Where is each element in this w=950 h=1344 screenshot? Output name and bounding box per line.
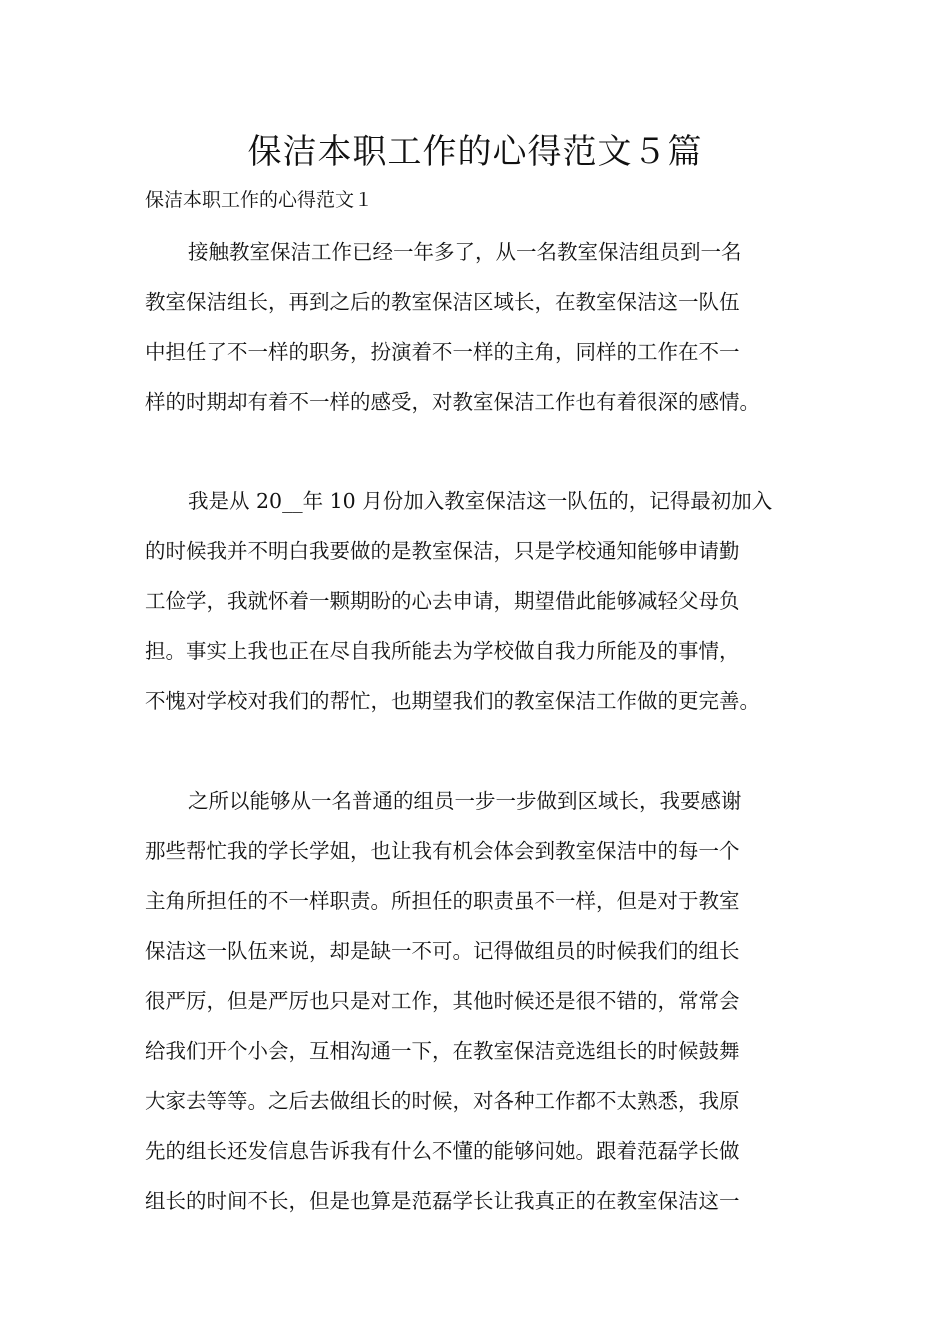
paragraph-line: 接触教室保洁工作已经一年多了，从一名教室保洁组员到一名 [188, 240, 742, 264]
paragraph-2 [145, 476, 815, 726]
paragraph-line: 样的时期却有着不一样的感受，对教室保洁工作也有着很深的感情。 [145, 390, 760, 414]
paragraph-1 [145, 227, 815, 427]
paragraph-line: 主角所担任的不一样职责。所担任的职责虽不一样，但是对于教室 [145, 889, 740, 913]
paragraph-line: 那些帮忙我的学长学姐，也让我有机会体会到教室保洁中的每一个 [145, 839, 740, 863]
paragraph-line: 担。事实上我也正在尽自我所能去为学校做自我力所能及的事情， [145, 639, 740, 663]
paragraph-line: 中担任了不一样的职务，扮演着不一样的主角，同样的工作在不一 [145, 340, 740, 364]
paragraph-line: 很严厉，但是严厉也只是对工作，其他时候还是很不错的，常常会 [145, 989, 740, 1013]
paragraph-line: 我是从 20__年 10 月份加入教室保洁这一队伍的，记得最初加入 [188, 489, 773, 513]
paragraph-line: 的时候我并不明白我要做的是教室保洁，只是学校通知能够申请勤 [145, 539, 740, 563]
paragraph-3 [145, 776, 815, 1226]
document-title: 保洁本职工作的心得范文５篇 [247, 132, 703, 172]
paragraph-line: 大家去等等。之后去做组长的时候，对各种工作都不太熟悉，我原 [145, 1089, 740, 1113]
paragraph-line: 工俭学，我就怀着一颗期盼的心去申请，期望借此能够减轻父母负 [145, 589, 740, 613]
paragraph-line: 保洁这一队伍来说，却是缺一不可。记得做组员的时候我们的组长 [145, 939, 740, 963]
paragraph-line: 之所以能够从一名普通的组员一步一步做到区域长，我要感谢 [188, 789, 742, 813]
paragraph-line: 给我们开个小会，互相沟通一下，在教室保洁竞选组长的时候鼓舞 [145, 1039, 740, 1063]
paragraph-line: 组长的时间不长，但是也算是范磊学长让我真正的在教室保洁这一 [145, 1189, 740, 1213]
paragraph-line: 先的组长还发信息告诉我有什么不懂的能够问她。跟着范磊学长做 [145, 1139, 740, 1163]
section-heading: 保洁本职工作的心得范文１ [145, 189, 374, 211]
paragraph-line: 教室保洁组长，再到之后的教室保洁区域长，在教室保洁这一队伍 [145, 290, 740, 314]
paragraph-line: 不愧对学校对我们的帮忙，也期望我们的教室保洁工作做的更完善。 [145, 689, 760, 713]
